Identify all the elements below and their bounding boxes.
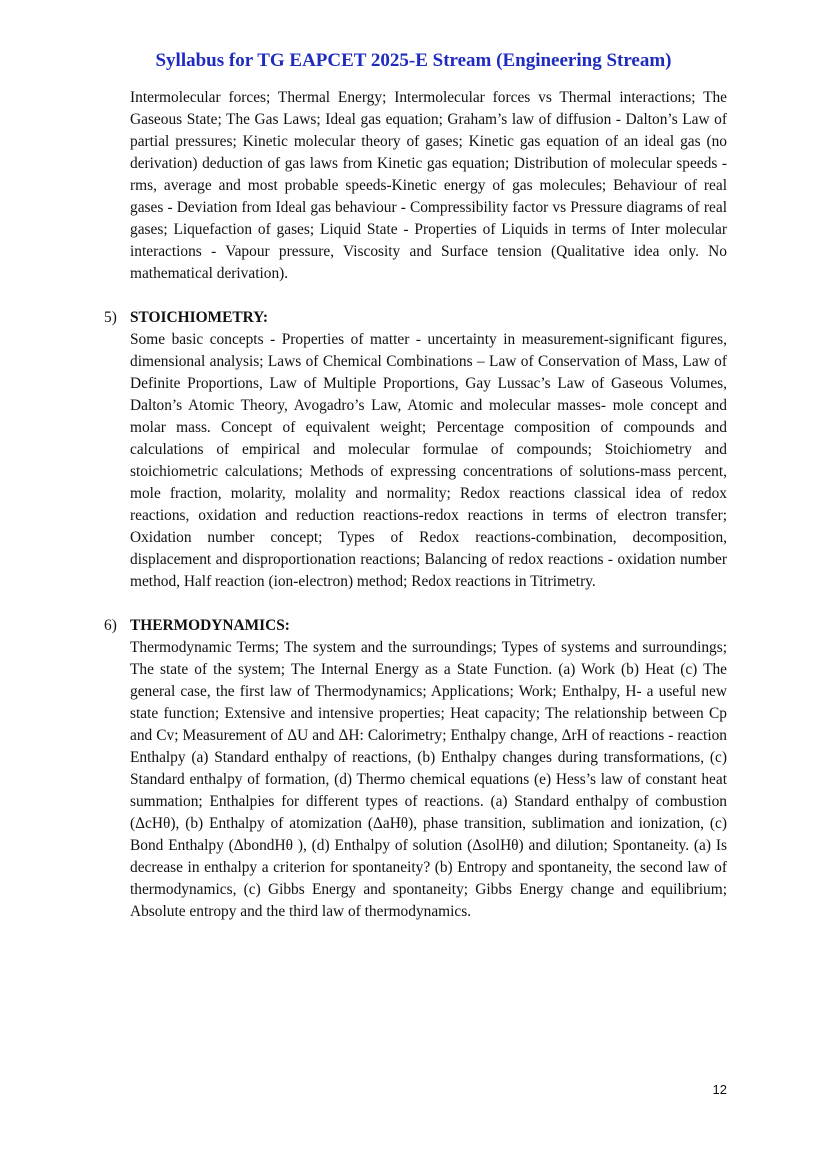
syllabus-content	[0, 87, 827, 923]
section-heading: STOICHIOMETRY:	[130, 309, 269, 326]
page-title: Syllabus for TG EAPCET 2025-E Stream (Engineering Stream)	[155, 50, 672, 71]
section-body: Thermodynamic Terms; The system and the surroundings; Types of systems and surroundings; The state of the system; The Internal Energy as a State Function. (a) Work (b) Heat (c) The general case, the first law of Thermodynamics; Applications; Work; Enthalpy, H- a useful new state function; Extensive and intensive properties; Heat capacity; The relationship between Cp and Cv; Measurement of ΔU and ΔH: Calorimetry; Enthalpy change, ΔrH of reactions - reaction Enthalpy (a) Standard enthalpy of reactions, (b) Enthalpy changes during transformations, (c) Standard enthalpy of formation, (d) Thermo chemical equations (e) Hess’s law of constant heat summation; Enthalpies for different types of reactions. (a) Standard enthalpy of combustion (ΔcHθ), (b) Enthalpy of atomization (ΔaHθ), phase transition, sublimation and ionization, (c) Bond Enthalpy (ΔbondHθ ), (d) Enthalpy of solution (ΔsolHθ) and dilution; Spontaneity. (a) Is decrease in enthalpy a criterion for spontaneity? (b) Entropy and spontaneity, the second law of thermodynamics, (c) Gibbs Energy and spontaneity; Gibbs Energy change and equilibrium; Absolute entropy and the third law of thermodynamics.	[130, 639, 727, 920]
section-number: 5)	[104, 309, 117, 326]
section-thermodynamics	[0, 615, 827, 923]
section-number: 6)	[104, 617, 117, 634]
intro-paragraph: Intermolecular forces; Thermal Energy; Intermolecular forces vs Thermal interactions; The Gaseous State; The Gas Laws; Ideal gas equation; Graham’s law of diffusion - Dalton’s Law of partial pressures; Kinetic molecular theory of gases; Kinetic gas equation of an ideal gas (no derivation) deduction of gas laws from Kinetic gas equation; Distribution of molecular speeds - rms, average and most probable speeds-Kinetic energy of gas molecules; Behaviour of real gases - Deviation from Ideal gas behaviour - Compressibility factor vs Pressure diagrams of real gases; Liquefaction of gases; Liquid State - Properties of Liquids in terms of Inter molecular interactions - Vapour pressure, Viscosity and Surface tension (Qualitative idea only. No mathematical derivation).	[130, 89, 727, 282]
page-number: 12	[712, 1082, 727, 1097]
section-body: Some basic concepts - Properties of matter - uncertainty in measurement-significant figures, dimensional analysis; Laws of Chemical Combinations – Law of Conservation of Mass, Law of Definite Proportions, Law of Multiple Proportions, Gay Lussac’s Law of Gaseous Volumes, Dalton’s Atomic Theory, Avogadro’s Law, Atomic and molecular masses- mole concept and molar mass. Concept of equivalent weight; Percentage composition of compounds and calculations of empirical and molecular formulae of compounds; Stoichiometry and stoichiometric calculations; Methods of expressing concentrations of solutions-mass percent, mole fraction, molarity, molality and normality; Redox reactions classical idea of redox reactions, oxidation and reduction reactions-redox reactions in terms of electron transfer; Oxidation number concept; Types of Redox reactions-combination, decomposition, displacement and disproportionation reactions; Balancing of redox reactions - oxidation number method, Half reaction (ion-electron) method; Redox reactions in Titrimetry.	[130, 331, 727, 590]
section-heading: THERMODYNAMICS:	[130, 617, 290, 634]
section-stoichiometry	[0, 307, 827, 593]
